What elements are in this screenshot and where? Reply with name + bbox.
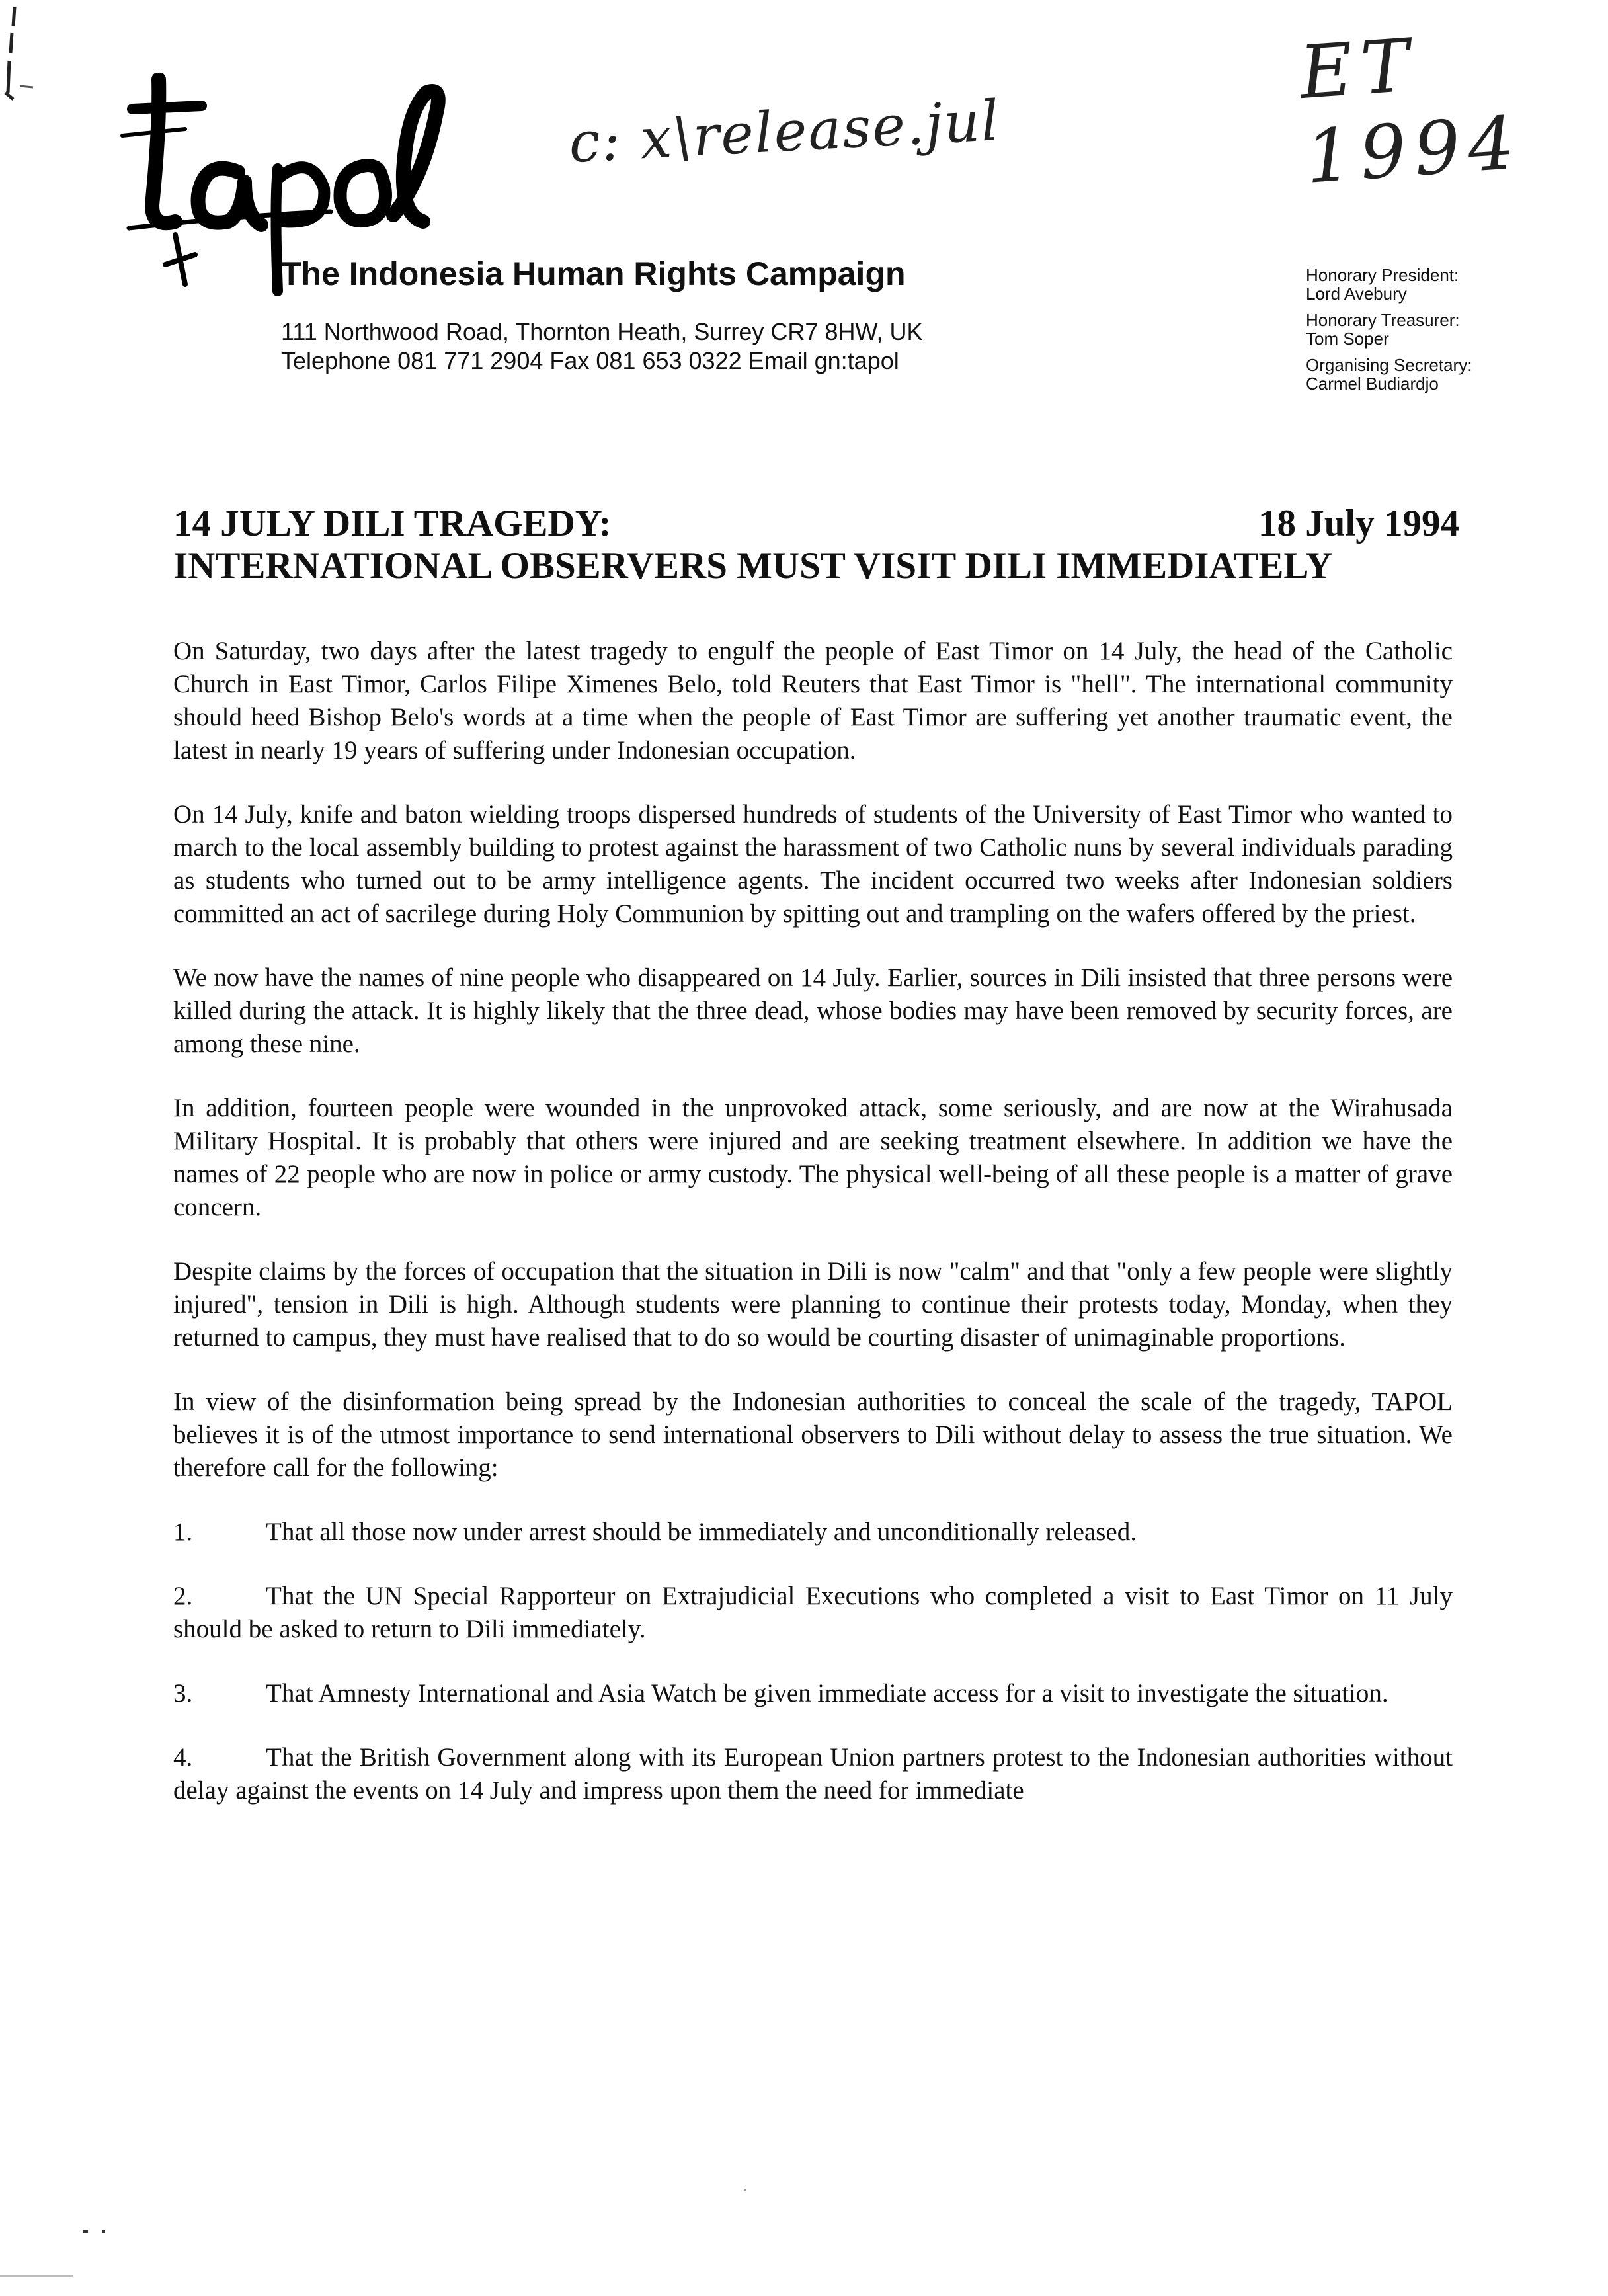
address-block bbox=[281, 317, 922, 376]
press-release-body bbox=[173, 635, 1453, 1838]
release-date: 18 July 1994 bbox=[1258, 503, 1459, 544]
headline-line-1: 14 JULY DILI TRAGEDY: bbox=[173, 503, 612, 544]
paragraph: In view of the disinformation being spread by the Indonesian authorities to conceal the scale of the tragedy, TAPOL believes it is of the utmost importance to send international observers to Dili without delay to assess the true situation. We therefore call for the following: bbox=[173, 1387, 1453, 1482]
headline bbox=[173, 503, 1459, 587]
paragraph: On 14 July, knife and baton wielding troops dispersed hundreds of students of the University of East Timor who wanted to march to the local assembly building to protest against the harassment of two Catholic nuns by several individuals parading as students who turned out to be army intelligence agents. The incident occurred two weeks after Indonesian soldiers committed an act of sacrilege during Holy Communion by spitting out and trampling on the wafers offered by the priest. bbox=[173, 800, 1453, 928]
demand-text: That all those now under arrest should be immediately and unconditionally released. bbox=[266, 1518, 1137, 1546]
officer-name: Tom Soper bbox=[1306, 329, 1389, 348]
demand-text: That the UN Special Rapporteur on Extrajudicial Executions who completed a visit to East Timor on 11 July should be asked to return to Dili immediately. bbox=[173, 1582, 1453, 1643]
demand-number: 1. bbox=[173, 1518, 193, 1546]
organization-name: The Indonesia Human Rights Campaign bbox=[281, 255, 906, 292]
demand-item bbox=[173, 1741, 1453, 1807]
officer-title: Honorary Treasurer: bbox=[1306, 310, 1460, 330]
handwritten-file-reference: c: x\release.jul bbox=[567, 87, 1002, 176]
demand-item bbox=[173, 1516, 1453, 1549]
headline-line-2: INTERNATIONAL OBSERVERS MUST VISIT DILI IMMEDIATELY bbox=[173, 545, 1333, 587]
demand-text: That the British Government along with its European Union partners protest to the Indonesian authorities without delay against the events on 14 July and impress upon them the need for immediate bbox=[173, 1743, 1453, 1805]
demand-number: 4. bbox=[173, 1743, 193, 1772]
demand-item bbox=[173, 1677, 1453, 1710]
contact-details: Telephone 081 771 2904 Fax 081 653 0322 Email gn:tapol bbox=[281, 347, 899, 374]
handwritten-corner-note: ET 1994 bbox=[1297, 22, 1525, 200]
scan-speck bbox=[744, 2189, 746, 2191]
paragraph: We now have the names of nine people who disappeared on 14 July. Earlier, sources in Dili insisted that three persons were killed during the attack. It is highly likely that the three dead, whose bodies may have been removed by security forces, are among these nine. bbox=[173, 964, 1453, 1058]
officer-title: Organising Secretary: bbox=[1306, 355, 1472, 375]
margin-pen-mark bbox=[0, 0, 40, 112]
demand-number: 3. bbox=[173, 1679, 193, 1707]
demand-number: 2. bbox=[173, 1582, 193, 1610]
scan-edge-line bbox=[0, 2275, 73, 2277]
paragraph: In addition, fourteen people were wounded in the unprovoked attack, some seriously, and are now at the Wirahusada Military Hospital. It is probably that others were injured and are seeking treatment elsewhere. In addition we have the names of 22 people who are now in police or army custody. The physical well-being of all these people is a matter of grave concern. bbox=[173, 1094, 1453, 1221]
demand-text: That Amnesty International and Asia Watch be given immediate access for a visit to investigate the situation. bbox=[266, 1679, 1388, 1707]
paragraph: Despite claims by the forces of occupation that the situation in Dili is now "calm" and that "only a few people were slightly injured", tension in Dili is high. Although students were planning to continue their protests today, Monday, when they returned to campus, they must have realised that to do so would be courting disaster of unimaginable proportions. bbox=[173, 1257, 1453, 1352]
officer-name: Lord Avebury bbox=[1306, 284, 1407, 304]
paragraph: On Saturday, two days after the latest tragedy to engulf the people of East Timor on 14 July, the head of the Catholic Church in East Timor, Carlos Filipe Ximenes Belo, told Reuters that East Timor is "hell". The international community should heed Bishop Belo's words at a time when the people of East Timor are suffering yet another traumatic event, the latest in nearly 19 years of suffering under Indonesian occupation. bbox=[173, 637, 1453, 764]
scan-speck bbox=[83, 2230, 109, 2233]
officers-list bbox=[1306, 266, 1472, 393]
postal-address: 111 Northwood Road, Thornton Heath, Surrey CR7 8HW, UK bbox=[281, 318, 923, 345]
officer-title: Honorary President: bbox=[1306, 265, 1459, 285]
demand-item bbox=[173, 1580, 1453, 1646]
officer-name: Carmel Budiardjo bbox=[1306, 374, 1439, 393]
